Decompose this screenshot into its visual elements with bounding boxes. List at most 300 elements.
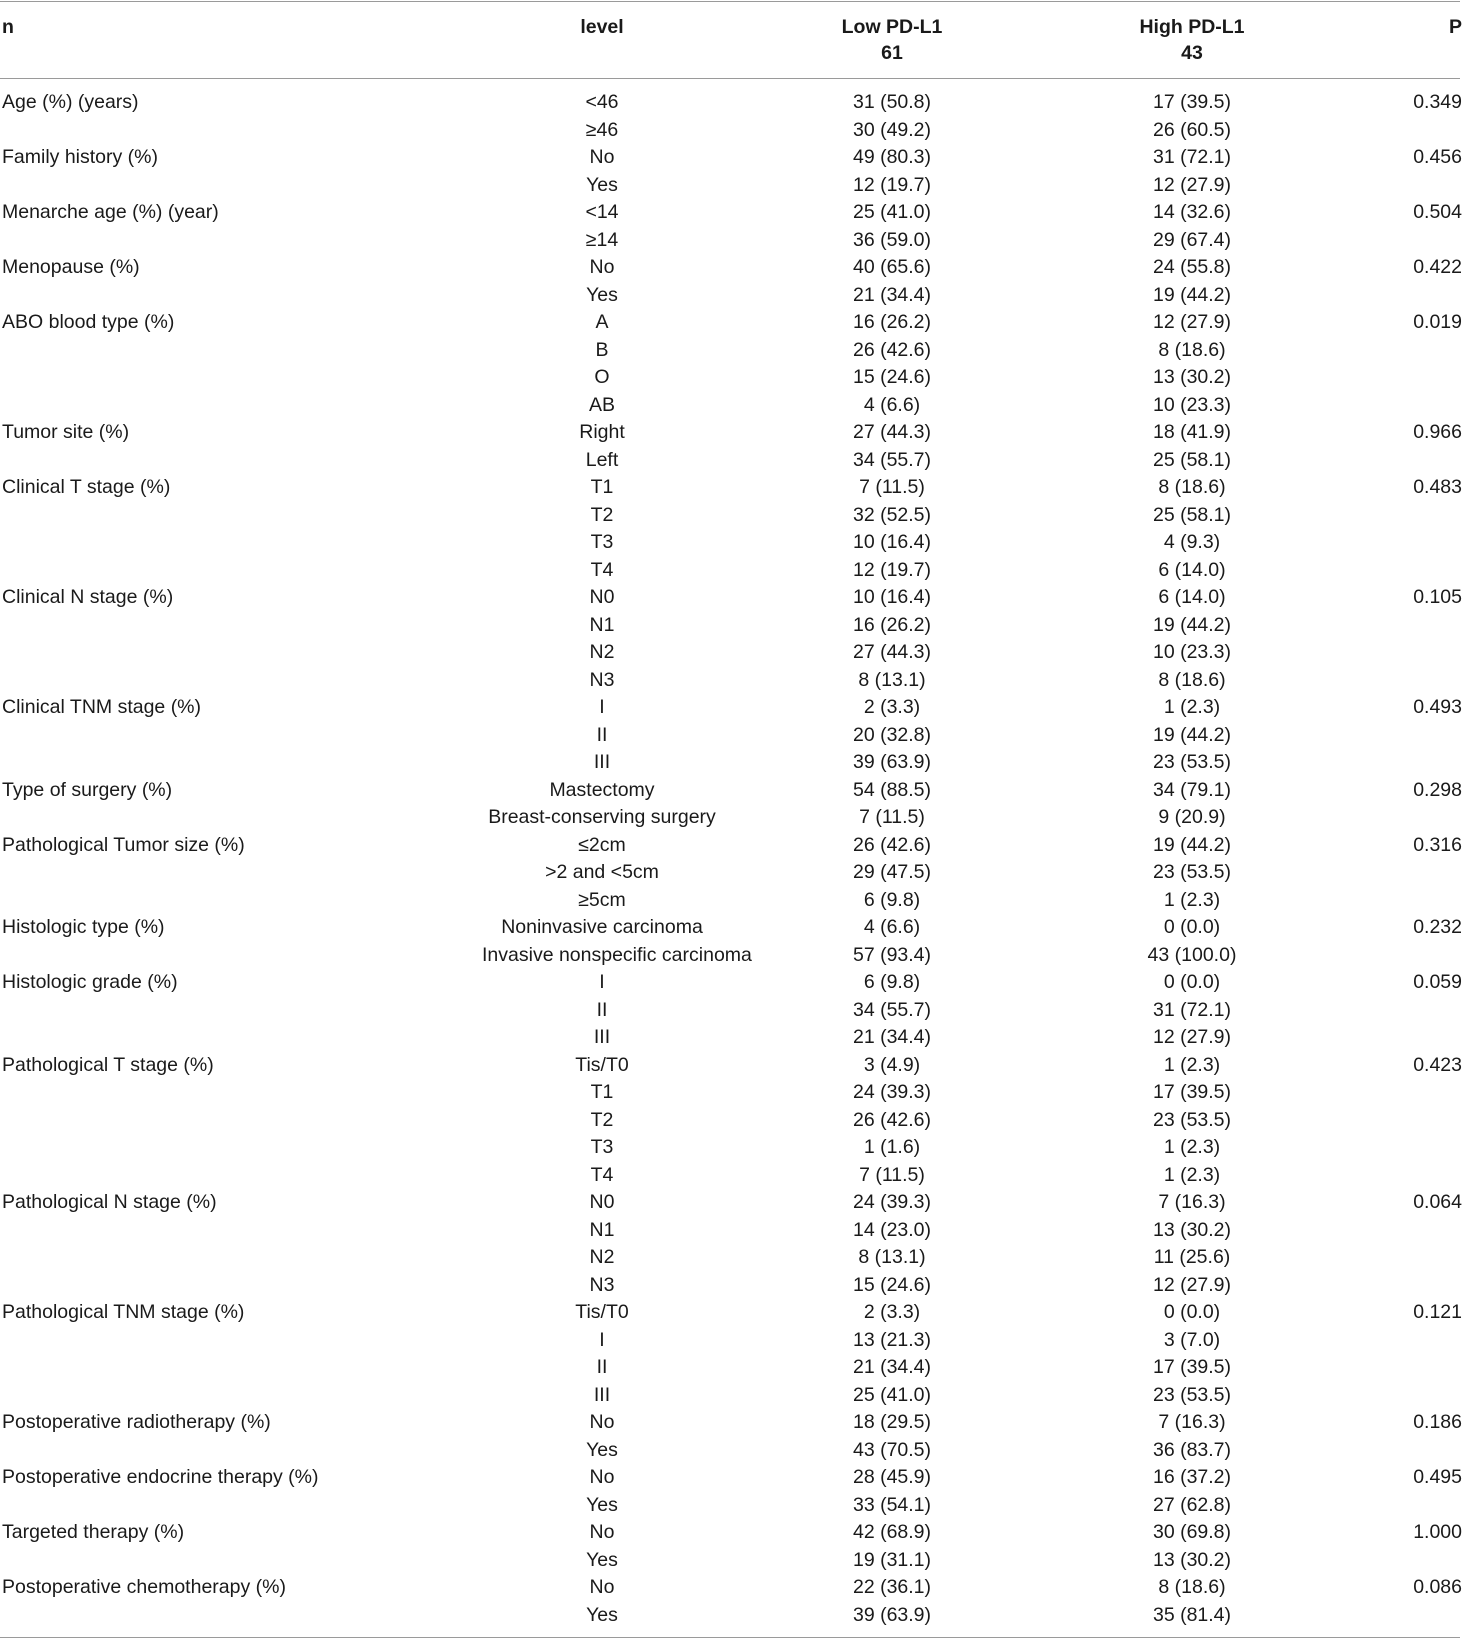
row-high-pdl1: 23 (53.5) <box>1152 751 1232 773</box>
table-row <box>0 364 1464 392</box>
row-p-value <box>1322 447 1464 475</box>
row-low-pdl1: 20 (32.8) <box>852 723 932 746</box>
row-level: N3 <box>589 1273 615 1296</box>
row-high-pdl1: 18 (41.9) <box>1152 421 1232 443</box>
row-variable <box>0 804 482 832</box>
table-row <box>0 1519 1464 1547</box>
row-low-pdl1: 25 (41.0) <box>852 201 932 223</box>
row-low-pdl1: 25 (41.0) <box>852 1383 932 1406</box>
row-high-pdl1: 27 (62.8) <box>1152 1493 1232 1516</box>
row-variable <box>0 227 482 255</box>
table-row <box>0 1162 1464 1190</box>
row-p-value: 0.456 <box>1413 146 1462 168</box>
row-high-pdl1: 1 (2.3) <box>1163 1053 1221 1076</box>
row-high-pdl1: 3 (7.0) <box>1163 1328 1221 1351</box>
row-high-pdl1: 23 (53.5) <box>1152 1383 1232 1406</box>
row-level: No <box>589 1411 615 1433</box>
row-p-value <box>1322 557 1464 585</box>
header-variable: n <box>2 16 14 38</box>
row-p-value: 0.422 <box>1413 256 1462 278</box>
row-high-pdl1: 31 (72.1) <box>1152 146 1232 168</box>
row-low-pdl1: 22 (36.1) <box>852 1576 932 1598</box>
row-low-pdl1: 32 (52.5) <box>852 503 932 526</box>
row-variable <box>0 942 482 970</box>
row-high-pdl1: 17 (39.5) <box>1152 1356 1232 1378</box>
row-variable <box>0 502 482 530</box>
row-low-pdl1: 15 (24.6) <box>852 1273 932 1296</box>
table-row <box>0 667 1464 695</box>
row-variable <box>0 722 482 750</box>
row-low-pdl1: 34 (55.7) <box>852 998 932 1021</box>
row-low-pdl1: 18 (29.5) <box>852 1411 932 1433</box>
table-row <box>0 722 1464 750</box>
row-level: AB <box>588 393 615 416</box>
row-low-pdl1: 27 (44.3) <box>852 641 932 663</box>
row-level: Invasive nonspecific carcinoma <box>482 943 752 966</box>
row-high-pdl1: 4 (9.3) <box>1163 531 1221 553</box>
row-level: Yes <box>586 173 618 196</box>
row-variable <box>0 557 482 585</box>
row-high-pdl1: 1 (2.3) <box>1163 696 1221 718</box>
row-variable <box>0 1217 482 1245</box>
header-p: P <box>1448 16 1462 38</box>
row-low-pdl1: 3 (4.9) <box>863 1053 921 1076</box>
table-row <box>0 777 1464 805</box>
row-level: N3 <box>589 668 615 691</box>
row-p-value: 0.121 <box>1413 1301 1462 1323</box>
header-low-pdl1 <box>722 0 1062 79</box>
row-variable <box>0 1354 482 1382</box>
row-p-value <box>1322 1382 1464 1410</box>
row-level: No <box>589 1576 615 1598</box>
row-p-value <box>1322 1354 1464 1382</box>
table-row <box>0 694 1464 722</box>
row-p-value: 0.059 <box>1413 971 1462 993</box>
table-row <box>0 89 1464 117</box>
row-variable <box>0 859 482 887</box>
row-high-pdl1: 11 (25.6) <box>1153 1246 1231 1268</box>
row-high-pdl1: 13 (30.2) <box>1152 366 1232 388</box>
row-level: N2 <box>589 641 615 663</box>
table-row <box>0 1437 1464 1465</box>
row-p-value <box>1322 364 1464 392</box>
row-level: II <box>596 998 608 1021</box>
row-variable <box>0 667 482 695</box>
row-level: N2 <box>589 1246 615 1268</box>
row-level: Mastectomy <box>549 778 655 801</box>
row-variable <box>0 337 482 365</box>
row-level: Yes <box>586 1438 618 1461</box>
row-p-value: 0.019 <box>1413 311 1462 333</box>
row-level: Yes <box>586 1493 618 1516</box>
row-level: N0 <box>589 1191 615 1213</box>
row-variable: Clinical N stage (%) <box>2 586 174 608</box>
row-high-pdl1: 7 (16.3) <box>1158 1191 1226 1213</box>
table-row <box>0 419 1464 447</box>
row-high-pdl1: 16 (37.2) <box>1152 1466 1232 1488</box>
row-high-pdl1: 36 (83.7) <box>1152 1438 1232 1461</box>
row-level: T2 <box>590 503 614 526</box>
row-high-pdl1: 13 (30.2) <box>1152 1548 1232 1571</box>
row-p-value <box>1322 942 1464 970</box>
row-p-value <box>1322 1602 1464 1630</box>
row-low-pdl1: 26 (42.6) <box>852 1108 932 1131</box>
table-row <box>0 1052 1464 1080</box>
row-variable <box>0 1492 482 1520</box>
row-low-pdl1: 16 (26.2) <box>852 311 932 333</box>
row-high-pdl1: 14 (32.6) <box>1152 201 1232 223</box>
row-variable: Histologic type (%) <box>2 916 165 938</box>
row-high-pdl1: 0 (0.0) <box>1163 1301 1221 1323</box>
row-low-pdl1: 14 (23.0) <box>852 1218 932 1241</box>
row-low-pdl1: 39 (63.9) <box>852 751 932 773</box>
row-level: II <box>596 1356 608 1378</box>
row-level: ≥14 <box>585 228 619 251</box>
row-low-pdl1: 28 (45.9) <box>852 1466 932 1488</box>
row-p-value <box>1322 1162 1464 1190</box>
row-p-value: 0.298 <box>1413 778 1462 801</box>
table-row <box>0 502 1464 530</box>
table-row <box>0 804 1464 832</box>
row-variable <box>0 639 482 667</box>
row-level: T3 <box>590 1136 614 1158</box>
header-low-n: 61 <box>881 42 903 64</box>
row-variable <box>0 172 482 200</box>
row-low-pdl1: 39 (63.9) <box>852 1603 932 1626</box>
row-high-pdl1: 6 (14.0) <box>1158 558 1226 581</box>
table-row <box>0 447 1464 475</box>
row-variable <box>0 612 482 640</box>
row-low-pdl1: 16 (26.2) <box>852 613 932 636</box>
row-p-value <box>1322 667 1464 695</box>
row-p-value <box>1322 1437 1464 1465</box>
row-p-value <box>1322 1024 1464 1052</box>
row-low-pdl1: 30 (49.2) <box>852 118 932 141</box>
row-high-pdl1: 12 (27.9) <box>1152 173 1232 196</box>
row-low-pdl1: 2 (3.3) <box>863 696 921 718</box>
row-variable <box>0 997 482 1025</box>
row-low-pdl1: 33 (54.1) <box>852 1493 932 1516</box>
table-body <box>0 79 1464 1629</box>
row-high-pdl1: 24 (55.8) <box>1152 256 1232 278</box>
row-low-pdl1: 54 (88.5) <box>852 778 932 801</box>
row-variable: Histologic grade (%) <box>2 971 178 993</box>
row-high-pdl1: 13 (30.2) <box>1152 1218 1232 1241</box>
row-p-value <box>1322 1492 1464 1520</box>
row-variable <box>0 749 482 777</box>
row-high-pdl1: 7 (16.3) <box>1158 1411 1226 1433</box>
row-high-pdl1: 19 (44.2) <box>1152 283 1232 306</box>
row-low-pdl1: 57 (93.4) <box>852 943 932 966</box>
row-level: >2 and <5cm <box>545 861 659 883</box>
row-level: Right <box>579 421 625 443</box>
row-high-pdl1: 23 (53.5) <box>1152 1108 1232 1131</box>
row-level: I <box>599 696 605 718</box>
row-level: I <box>599 1328 605 1351</box>
row-variable: Menarche age (%) (year) <box>2 201 219 223</box>
row-level: T4 <box>590 1163 614 1186</box>
row-p-value <box>1322 337 1464 365</box>
row-low-pdl1: 24 (39.3) <box>852 1081 932 1103</box>
header-low-label: Low PD-L1 <box>841 16 943 38</box>
row-low-pdl1: 1 (1.6) <box>863 1136 921 1158</box>
table-row <box>0 199 1464 227</box>
row-p-value <box>1322 1107 1464 1135</box>
row-high-pdl1: 8 (18.6) <box>1158 338 1226 361</box>
row-high-pdl1: 8 (18.6) <box>1158 1576 1226 1598</box>
row-p-value: 0.086 <box>1413 1576 1462 1598</box>
row-level: O <box>594 366 610 388</box>
row-p-value <box>1322 392 1464 420</box>
row-high-pdl1: 19 (44.2) <box>1152 613 1232 636</box>
row-level: ≥46 <box>585 118 619 141</box>
row-high-pdl1: 30 (69.8) <box>1152 1521 1232 1543</box>
row-p-value: 1.000 <box>1413 1521 1462 1543</box>
row-low-pdl1: 4 (6.6) <box>863 393 921 416</box>
row-level: N1 <box>589 1218 615 1241</box>
row-level: <14 <box>585 201 619 223</box>
row-variable: Tumor site (%) <box>2 421 130 443</box>
table-row <box>0 1217 1464 1245</box>
row-low-pdl1: 21 (34.4) <box>852 283 932 306</box>
row-p-value: 0.483 <box>1413 476 1462 498</box>
row-high-pdl1: 43 (100.0) <box>1147 943 1237 966</box>
table-row <box>0 942 1464 970</box>
row-level: Yes <box>586 283 618 306</box>
row-variable: Pathological N stage (%) <box>2 1191 217 1213</box>
table-row <box>0 1024 1464 1052</box>
row-p-value <box>1322 227 1464 255</box>
row-variable: Pathological T stage (%) <box>2 1053 214 1076</box>
row-level: No <box>589 1521 615 1543</box>
row-low-pdl1: 21 (34.4) <box>852 1026 932 1048</box>
row-p-value: 0.186 <box>1413 1411 1462 1433</box>
row-p-value <box>1322 117 1464 145</box>
row-p-value: 0.423 <box>1413 1053 1462 1076</box>
row-high-pdl1: 0 (0.0) <box>1163 916 1221 938</box>
table-row <box>0 309 1464 337</box>
row-level: No <box>589 256 615 278</box>
row-high-pdl1: 23 (53.5) <box>1152 861 1232 883</box>
row-low-pdl1: 42 (68.9) <box>852 1521 932 1543</box>
table-row <box>0 1602 1464 1630</box>
row-p-value <box>1322 722 1464 750</box>
row-high-pdl1: 19 (44.2) <box>1152 833 1232 856</box>
row-high-pdl1: 17 (39.5) <box>1152 1081 1232 1103</box>
row-low-pdl1: 10 (16.4) <box>852 531 932 553</box>
row-level: T3 <box>590 531 614 553</box>
header-high-label: High PD-L1 <box>1139 16 1245 38</box>
row-high-pdl1: 10 (23.3) <box>1152 393 1232 416</box>
row-p-value <box>1322 1547 1464 1575</box>
row-low-pdl1: 13 (21.3) <box>852 1328 932 1351</box>
row-p-value: 0.349 <box>1413 91 1462 113</box>
table-row <box>0 859 1464 887</box>
row-p-value: 0.493 <box>1413 696 1462 718</box>
row-variable: Menopause (%) <box>2 256 140 278</box>
row-p-value <box>1322 639 1464 667</box>
row-level: III <box>593 1383 611 1406</box>
row-p-value <box>1322 1134 1464 1162</box>
row-high-pdl1: 10 (23.3) <box>1152 641 1232 663</box>
row-high-pdl1: 25 (58.1) <box>1152 448 1232 471</box>
row-high-pdl1: 31 (72.1) <box>1152 998 1232 1021</box>
row-level: N0 <box>589 586 615 608</box>
row-p-value <box>1322 282 1464 310</box>
row-low-pdl1: 7 (11.5) <box>859 1163 925 1186</box>
bottom-rule <box>0 1637 1460 1638</box>
row-level: No <box>589 1466 615 1488</box>
table-row <box>0 749 1464 777</box>
table-row <box>0 1409 1464 1437</box>
row-p-value <box>1322 172 1464 200</box>
header-level: level <box>580 16 624 38</box>
row-low-pdl1: 6 (9.8) <box>863 888 921 911</box>
row-low-pdl1: 40 (65.6) <box>852 256 932 278</box>
row-level: II <box>596 723 608 746</box>
table-row <box>0 474 1464 502</box>
row-variable <box>0 282 482 310</box>
row-p-value <box>1322 1272 1464 1300</box>
table-row <box>0 1079 1464 1107</box>
row-variable: Pathological TNM stage (%) <box>2 1301 245 1323</box>
row-variable <box>0 1547 482 1575</box>
row-high-pdl1: 8 (18.6) <box>1158 476 1226 498</box>
row-variable <box>0 392 482 420</box>
table-row <box>0 832 1464 860</box>
header-row <box>0 0 1464 79</box>
row-p-value <box>1322 1079 1464 1107</box>
row-p-value <box>1322 749 1464 777</box>
row-variable: Clinical T stage (%) <box>2 476 171 498</box>
row-p-value: 0.495 <box>1413 1466 1462 1488</box>
row-level: T1 <box>590 476 614 498</box>
row-p-value <box>1322 804 1464 832</box>
table-row <box>0 227 1464 255</box>
row-variable <box>0 1079 482 1107</box>
row-variable: ABO blood type (%) <box>2 311 175 333</box>
row-variable: Targeted therapy (%) <box>2 1521 185 1543</box>
table-row <box>0 117 1464 145</box>
row-low-pdl1: 15 (24.6) <box>852 366 932 388</box>
row-low-pdl1: 8 (13.1) <box>858 668 926 691</box>
row-p-value: 0.504 <box>1413 201 1462 223</box>
row-level: Tis/T0 <box>575 1053 629 1076</box>
row-variable <box>0 447 482 475</box>
row-high-pdl1: 0 (0.0) <box>1163 971 1221 993</box>
row-level: Yes <box>586 1603 618 1626</box>
row-variable <box>0 1107 482 1135</box>
header-spacer <box>0 79 1464 89</box>
table-row <box>0 1547 1464 1575</box>
row-variable <box>0 1244 482 1272</box>
row-high-pdl1: 26 (60.5) <box>1152 118 1232 141</box>
table-row <box>0 1272 1464 1300</box>
row-low-pdl1: 21 (34.4) <box>852 1356 932 1378</box>
row-variable: Type of surgery (%) <box>2 778 173 801</box>
row-variable: Postoperative chemotherapy (%) <box>2 1576 286 1598</box>
row-high-pdl1: 19 (44.2) <box>1152 723 1232 746</box>
row-level: A <box>595 311 609 333</box>
row-low-pdl1: 24 (39.3) <box>852 1191 932 1213</box>
row-variable <box>0 1437 482 1465</box>
table-row <box>0 584 1464 612</box>
row-high-pdl1: 25 (58.1) <box>1152 503 1232 526</box>
row-variable <box>0 1382 482 1410</box>
table-row <box>0 254 1464 282</box>
row-high-pdl1: 1 (2.3) <box>1163 888 1221 911</box>
row-low-pdl1: 31 (50.8) <box>852 91 932 113</box>
table-row <box>0 914 1464 942</box>
row-level: Breast-conserving surgery <box>488 806 716 828</box>
row-low-pdl1: 7 (11.5) <box>859 806 925 828</box>
row-variable <box>0 1602 482 1630</box>
row-p-value: 0.105 <box>1413 586 1462 608</box>
table-row <box>0 1107 1464 1135</box>
table-row <box>0 282 1464 310</box>
row-low-pdl1: 19 (31.1) <box>852 1548 932 1571</box>
row-level: Left <box>585 448 619 471</box>
row-high-pdl1: 1 (2.3) <box>1163 1163 1221 1186</box>
row-p-value: 0.064 <box>1413 1191 1462 1213</box>
row-variable: Postoperative endocrine therapy (%) <box>2 1466 319 1488</box>
row-level: <46 <box>585 91 619 113</box>
row-low-pdl1: 26 (42.6) <box>852 833 932 856</box>
row-p-value <box>1322 1327 1464 1355</box>
row-low-pdl1: 36 (59.0) <box>852 228 932 251</box>
table-row <box>0 1464 1464 1492</box>
row-variable: Age (%) (years) <box>2 91 139 113</box>
row-low-pdl1: 8 (13.1) <box>858 1246 926 1268</box>
row-variable: Family history (%) <box>2 146 159 168</box>
row-low-pdl1: 34 (55.7) <box>852 448 932 471</box>
row-p-value <box>1322 612 1464 640</box>
row-low-pdl1: 4 (6.6) <box>863 916 921 938</box>
row-high-pdl1: 17 (39.5) <box>1152 91 1232 113</box>
header-high-pdl1 <box>1062 0 1322 79</box>
row-low-pdl1: 26 (42.6) <box>852 338 932 361</box>
table-row <box>0 172 1464 200</box>
row-low-pdl1: 29 (47.5) <box>852 861 932 883</box>
table-row <box>0 1299 1464 1327</box>
table-row <box>0 1189 1464 1217</box>
row-level: I <box>599 971 605 993</box>
row-high-pdl1: 12 (27.9) <box>1152 1026 1232 1048</box>
row-variable <box>0 1327 482 1355</box>
row-variable <box>0 1272 482 1300</box>
table-row <box>0 1382 1464 1410</box>
row-level: III <box>593 751 611 773</box>
row-p-value <box>1322 529 1464 557</box>
table-row <box>0 1134 1464 1162</box>
row-high-pdl1: 6 (14.0) <box>1158 586 1226 608</box>
row-variable: Pathological Tumor size (%) <box>2 833 245 856</box>
table-row <box>0 1244 1464 1272</box>
row-variable: Clinical TNM stage (%) <box>2 696 202 718</box>
table-row <box>0 1492 1464 1520</box>
row-low-pdl1: 2 (3.3) <box>863 1301 921 1323</box>
table-row <box>0 392 1464 420</box>
row-level: Yes <box>586 1548 618 1571</box>
row-variable <box>0 1162 482 1190</box>
row-low-pdl1: 43 (70.5) <box>852 1438 932 1461</box>
row-high-pdl1: 12 (27.9) <box>1152 311 1232 333</box>
table-row <box>0 529 1464 557</box>
table-row <box>0 557 1464 585</box>
row-low-pdl1: 10 (16.4) <box>852 586 932 608</box>
row-low-pdl1: 12 (19.7) <box>852 558 932 581</box>
row-low-pdl1: 12 (19.7) <box>852 173 932 196</box>
